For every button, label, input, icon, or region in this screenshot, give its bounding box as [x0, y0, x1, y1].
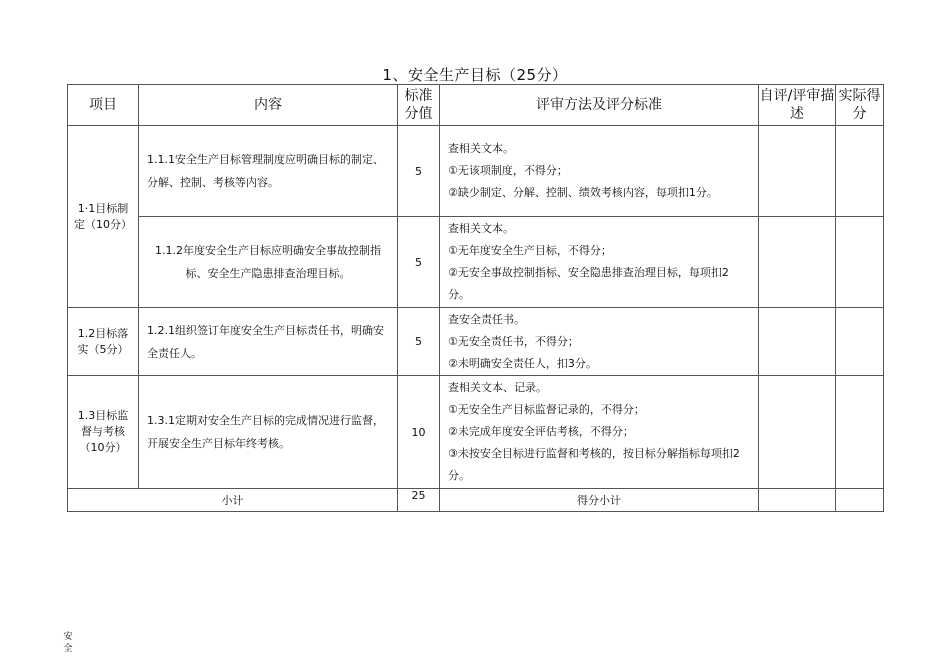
score-table [67, 84, 884, 512]
header-item: 项目 [68, 85, 139, 126]
subtotal-label: 小计 [68, 489, 398, 512]
method-cell [440, 308, 759, 376]
method-line: ①无安全责任书，不得分； [448, 334, 579, 348]
self-eval-cell[interactable] [759, 308, 836, 376]
page-title: 1、安全生产目标（25分） [382, 66, 568, 84]
method-line: ②未明确安全责任人，扣3分。 [448, 356, 597, 370]
subtotal-row [68, 489, 884, 512]
header-content: 内容 [139, 85, 398, 126]
item-cell: 1.2目标落实（5分） [68, 308, 139, 376]
self-eval-cell[interactable] [759, 217, 836, 308]
method-cell [440, 126, 759, 217]
content-cell: 1.3.1定期对安全生产目标的完成情况进行监督，开展安全生产目标年终考核。 [139, 376, 398, 489]
table-row [68, 126, 884, 217]
item-cell: 1.3目标监督与考核（10分） [68, 376, 139, 489]
standard-cell: 5 [398, 308, 440, 376]
subtotal-self-eval-cell[interactable] [759, 489, 836, 512]
method-line: 查相关文本、记录。 [448, 381, 547, 394]
content-cell: 1.2.1组织签订年度安全生产目标责任书，明确安全责任人。 [139, 308, 398, 376]
header-method: 评审方法及评分标准 [440, 85, 759, 126]
content-cell: 1.1.1安全生产目标管理制度应明确目标的制定、分解、控制、考核等内容。 [139, 126, 398, 217]
score-cell[interactable] [836, 126, 884, 217]
method-line: 查相关文本。 [448, 222, 514, 235]
side-note: 安全 [63, 632, 73, 654]
item-cell: 1·1目标制定（10分） [68, 126, 139, 308]
self-eval-cell[interactable] [759, 376, 836, 489]
score-cell[interactable] [836, 308, 884, 376]
self-eval-cell[interactable] [759, 126, 836, 217]
standard-cell: 5 [398, 126, 440, 217]
method-line: ①无该项制度，不得分； [448, 164, 568, 177]
method-line: 查相关文本。 [448, 142, 514, 155]
method-line: ②缺少制定、分解、控制、绩效考核内容，每项扣1分。 [448, 186, 718, 199]
method-line: ①无年度安全生产目标，不得分； [448, 244, 612, 257]
standard-cell: 5 [398, 217, 440, 308]
method-line: 查安全责任书。 [448, 312, 525, 326]
content-cell: 1.1.2年度安全生产目标应明确安全事故控制指标、安全生产隐患排查治理目标。 [139, 217, 398, 308]
subtotal-score-cell[interactable] [836, 489, 884, 512]
method-line: ③未按安全目标进行监督和考核的，按目标分解指标每项扣2分。 [448, 447, 740, 482]
table-row [68, 376, 884, 489]
score-subtotal-label: 得分小计 [440, 489, 759, 512]
method-line: ②未完成年度安全评估考核，不得分； [448, 425, 634, 438]
header-score: 实际得分 [836, 85, 884, 126]
table-row [68, 217, 884, 308]
header-self-eval: 自评/评审描述 [759, 85, 836, 126]
method-cell [440, 217, 759, 308]
method-line: ②无安全事故控制指标、安全隐患排查治理目标，每项扣2分。 [448, 266, 729, 301]
standard-cell: 10 [398, 376, 440, 489]
header-row [68, 85, 884, 126]
score-cell[interactable] [836, 217, 884, 308]
header-standard: 标准分值 [398, 85, 440, 126]
score-cell[interactable] [836, 376, 884, 489]
table-row [68, 308, 884, 376]
method-cell [440, 376, 759, 489]
method-line: ①无安全生产目标监督记录的，不得分； [448, 403, 645, 416]
subtotal-value: 25 [398, 489, 440, 512]
